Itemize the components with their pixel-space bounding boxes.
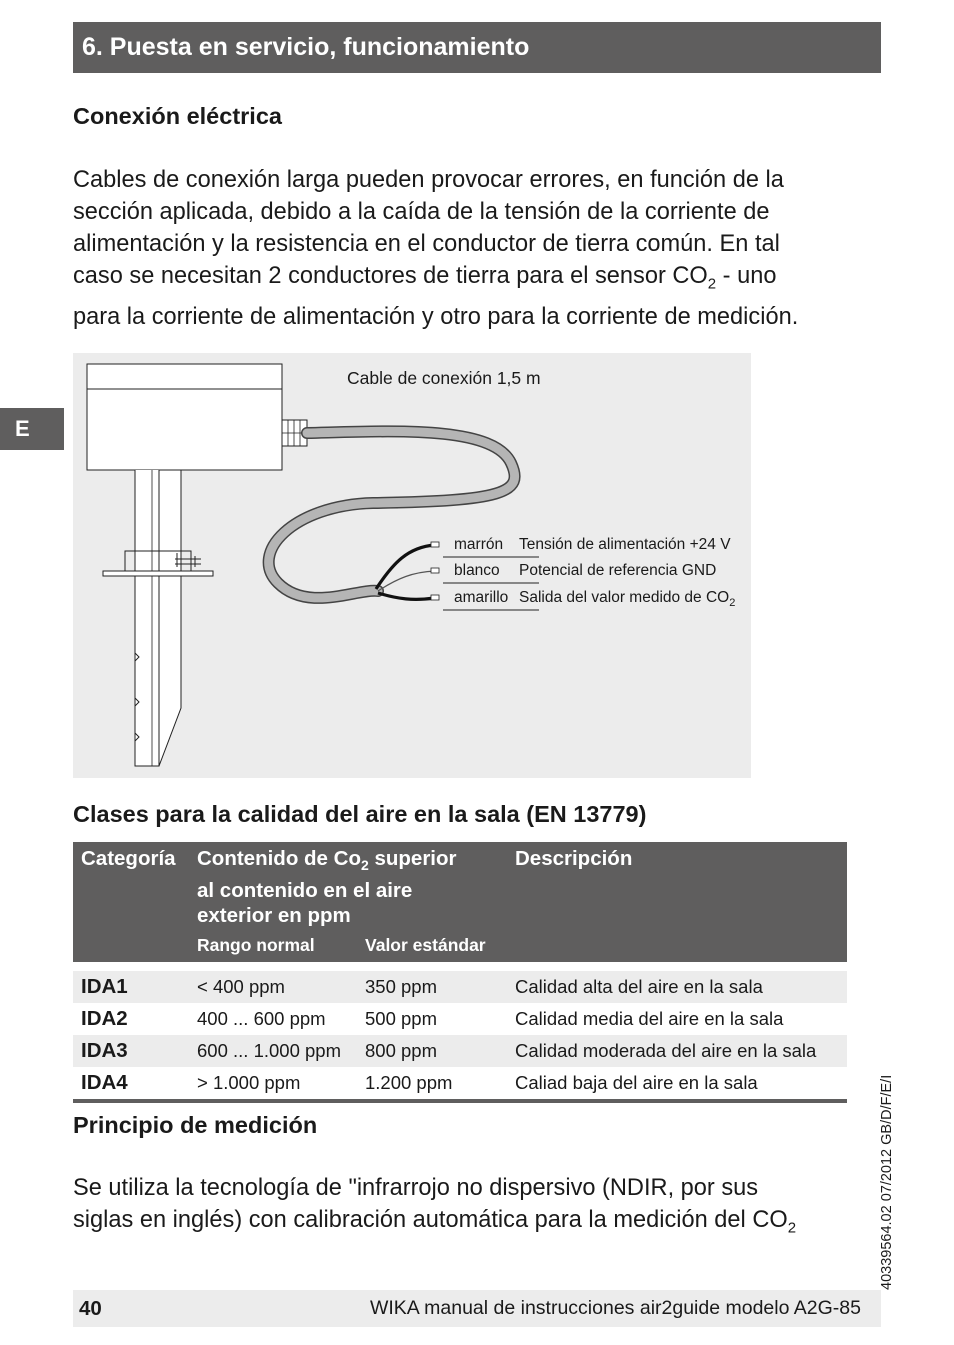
principle-heading: Principio de medición [73, 1112, 318, 1138]
section-title-bar [73, 22, 881, 73]
wire-desc-3 [519, 589, 735, 609]
row-std: 350 ppm [365, 971, 515, 1003]
electrical-line-3: alimentación y la resistencia en el conductor de tierra común. En tal [73, 231, 780, 257]
row-std: 800 ppm [365, 1035, 515, 1067]
principle-line-2 [73, 1204, 873, 1245]
header-descripcion: Descripción [515, 842, 847, 928]
wire-end-3 [431, 595, 439, 600]
probe-right [159, 470, 181, 766]
electrical-heading: Conexión eléctrica [73, 103, 282, 129]
table-spacer-cell [73, 962, 847, 971]
air-quality-heading: Clases para la calidad del aire en la sala (EN 13779) [73, 801, 647, 827]
wire-yellow [378, 593, 435, 599]
sensor-housing [87, 364, 282, 470]
section-title: 6. Puesta en servicio, funcionamiento [82, 33, 530, 61]
language-tab: E [0, 408, 64, 450]
subheader-empty-1 [73, 928, 197, 962]
co2-subscript: 2 [707, 275, 717, 293]
header-contenido-a: Contenido de Co [197, 847, 361, 870]
row-desc: Calidad media del aire en la sala [515, 1008, 784, 1030]
row-desc: Calidad moderada del aire en la sala [515, 1035, 847, 1067]
wire-desc-2 [519, 562, 716, 582]
table-row [73, 1003, 847, 1035]
subheader-rango: Rango normal [197, 928, 365, 962]
air-quality-table-wrap [73, 842, 847, 1103]
table-header-row [73, 842, 847, 928]
table-row [73, 971, 847, 1003]
subheader-valor: Valor estándar [365, 928, 515, 962]
cable-length-label: Cable de conexión 1,5 m [347, 368, 541, 388]
electrical-line-2: sección aplicada, debido a la caída de la tensión de la corriente de [73, 199, 770, 225]
electrical-paragraph [73, 164, 893, 333]
principle-line-2-text: siglas en inglés) con calibración automática para la medición del CO [73, 1207, 788, 1233]
wire-color-1: marrón [454, 536, 504, 553]
table-row [73, 1035, 847, 1067]
electrical-line-1: Cables de conexión larga pueden provocar errores, en función de la [73, 167, 784, 193]
document-code: 40339564.02 07/2012 GB/D/F/E/I [879, 1074, 895, 1290]
row-desc: Calidad alta del aire en la sala [515, 971, 847, 1003]
electrical-line-5: para la corriente de alimentación y otro para la corriente de medición. [73, 303, 799, 330]
row-std: 500 ppm [365, 1008, 437, 1030]
wire-color-2: blanco [454, 562, 500, 579]
electrical-line-4-a: caso se necesitan 2 conductores de tierra para el sensor CO [73, 263, 708, 289]
electrical-section [73, 103, 282, 130]
air-quality-table [73, 842, 847, 1103]
footer-text: WIKA manual de instrucciones air2guide modelo A2G-85 [369, 1297, 861, 1319]
row-desc: Caliad baja del aire en la sala [515, 1072, 758, 1094]
wire-desc-3-sub: 2 [729, 597, 736, 610]
table-subheader-row [73, 928, 847, 962]
row-cat: IDA2 [81, 1007, 128, 1031]
wire-desc-1 [519, 536, 731, 556]
row-std: 1.200 ppm [365, 1072, 453, 1094]
page-number: 40 [79, 1297, 102, 1320]
wire-desc-1-text: Tensión de alimentación +24 V [519, 536, 731, 553]
row-range: 400 ... 600 ppm [197, 1008, 326, 1030]
header-categoria: Categoría [73, 842, 197, 928]
row-range: < 400 ppm [197, 971, 365, 1003]
header-contenido-b: superior [368, 847, 457, 870]
row-cat: IDA3 [73, 1035, 197, 1067]
row-range: 600 ... 1.000 ppm [197, 1035, 365, 1067]
row-cat: IDA4 [81, 1071, 128, 1095]
wire-color-3: amarillo [454, 589, 509, 606]
wire-desc-2-text: Potencial de referencia GND [519, 562, 717, 579]
wire-brown [376, 545, 435, 589]
table-spacer [73, 962, 847, 971]
wiring-diagram [73, 353, 751, 778]
subheader-empty-2 [515, 928, 847, 962]
row-cat: IDA1 [73, 971, 197, 1003]
row-range: > 1.000 ppm [197, 1072, 301, 1094]
principle-paragraph [73, 1172, 873, 1245]
principle-section [73, 1112, 317, 1139]
wire-end-1 [431, 542, 439, 547]
mounting-flange [103, 571, 213, 576]
probe-left [135, 470, 159, 766]
wire-desc-3-text: Salida del valor medido de CO [519, 589, 730, 606]
table-row [73, 1067, 847, 1101]
electrical-line-4 [73, 260, 893, 301]
header-contenido-sub: 2 [360, 857, 369, 874]
header-contenido-line3: exterior en ppm [197, 904, 351, 928]
air-quality-section [73, 801, 646, 828]
principle-co2-sub: 2 [787, 1219, 797, 1237]
footer-bar [73, 1290, 881, 1327]
header-contenido-line2: al contenido en el aire [197, 879, 413, 903]
principle-line-1: Se utiliza la tecnología de "infrarrojo no dispersivo (NDIR, por sus [73, 1175, 759, 1201]
electrical-line-4-b: - uno [716, 263, 777, 289]
header-contenido [197, 842, 515, 928]
wire-end-2 [431, 568, 439, 573]
